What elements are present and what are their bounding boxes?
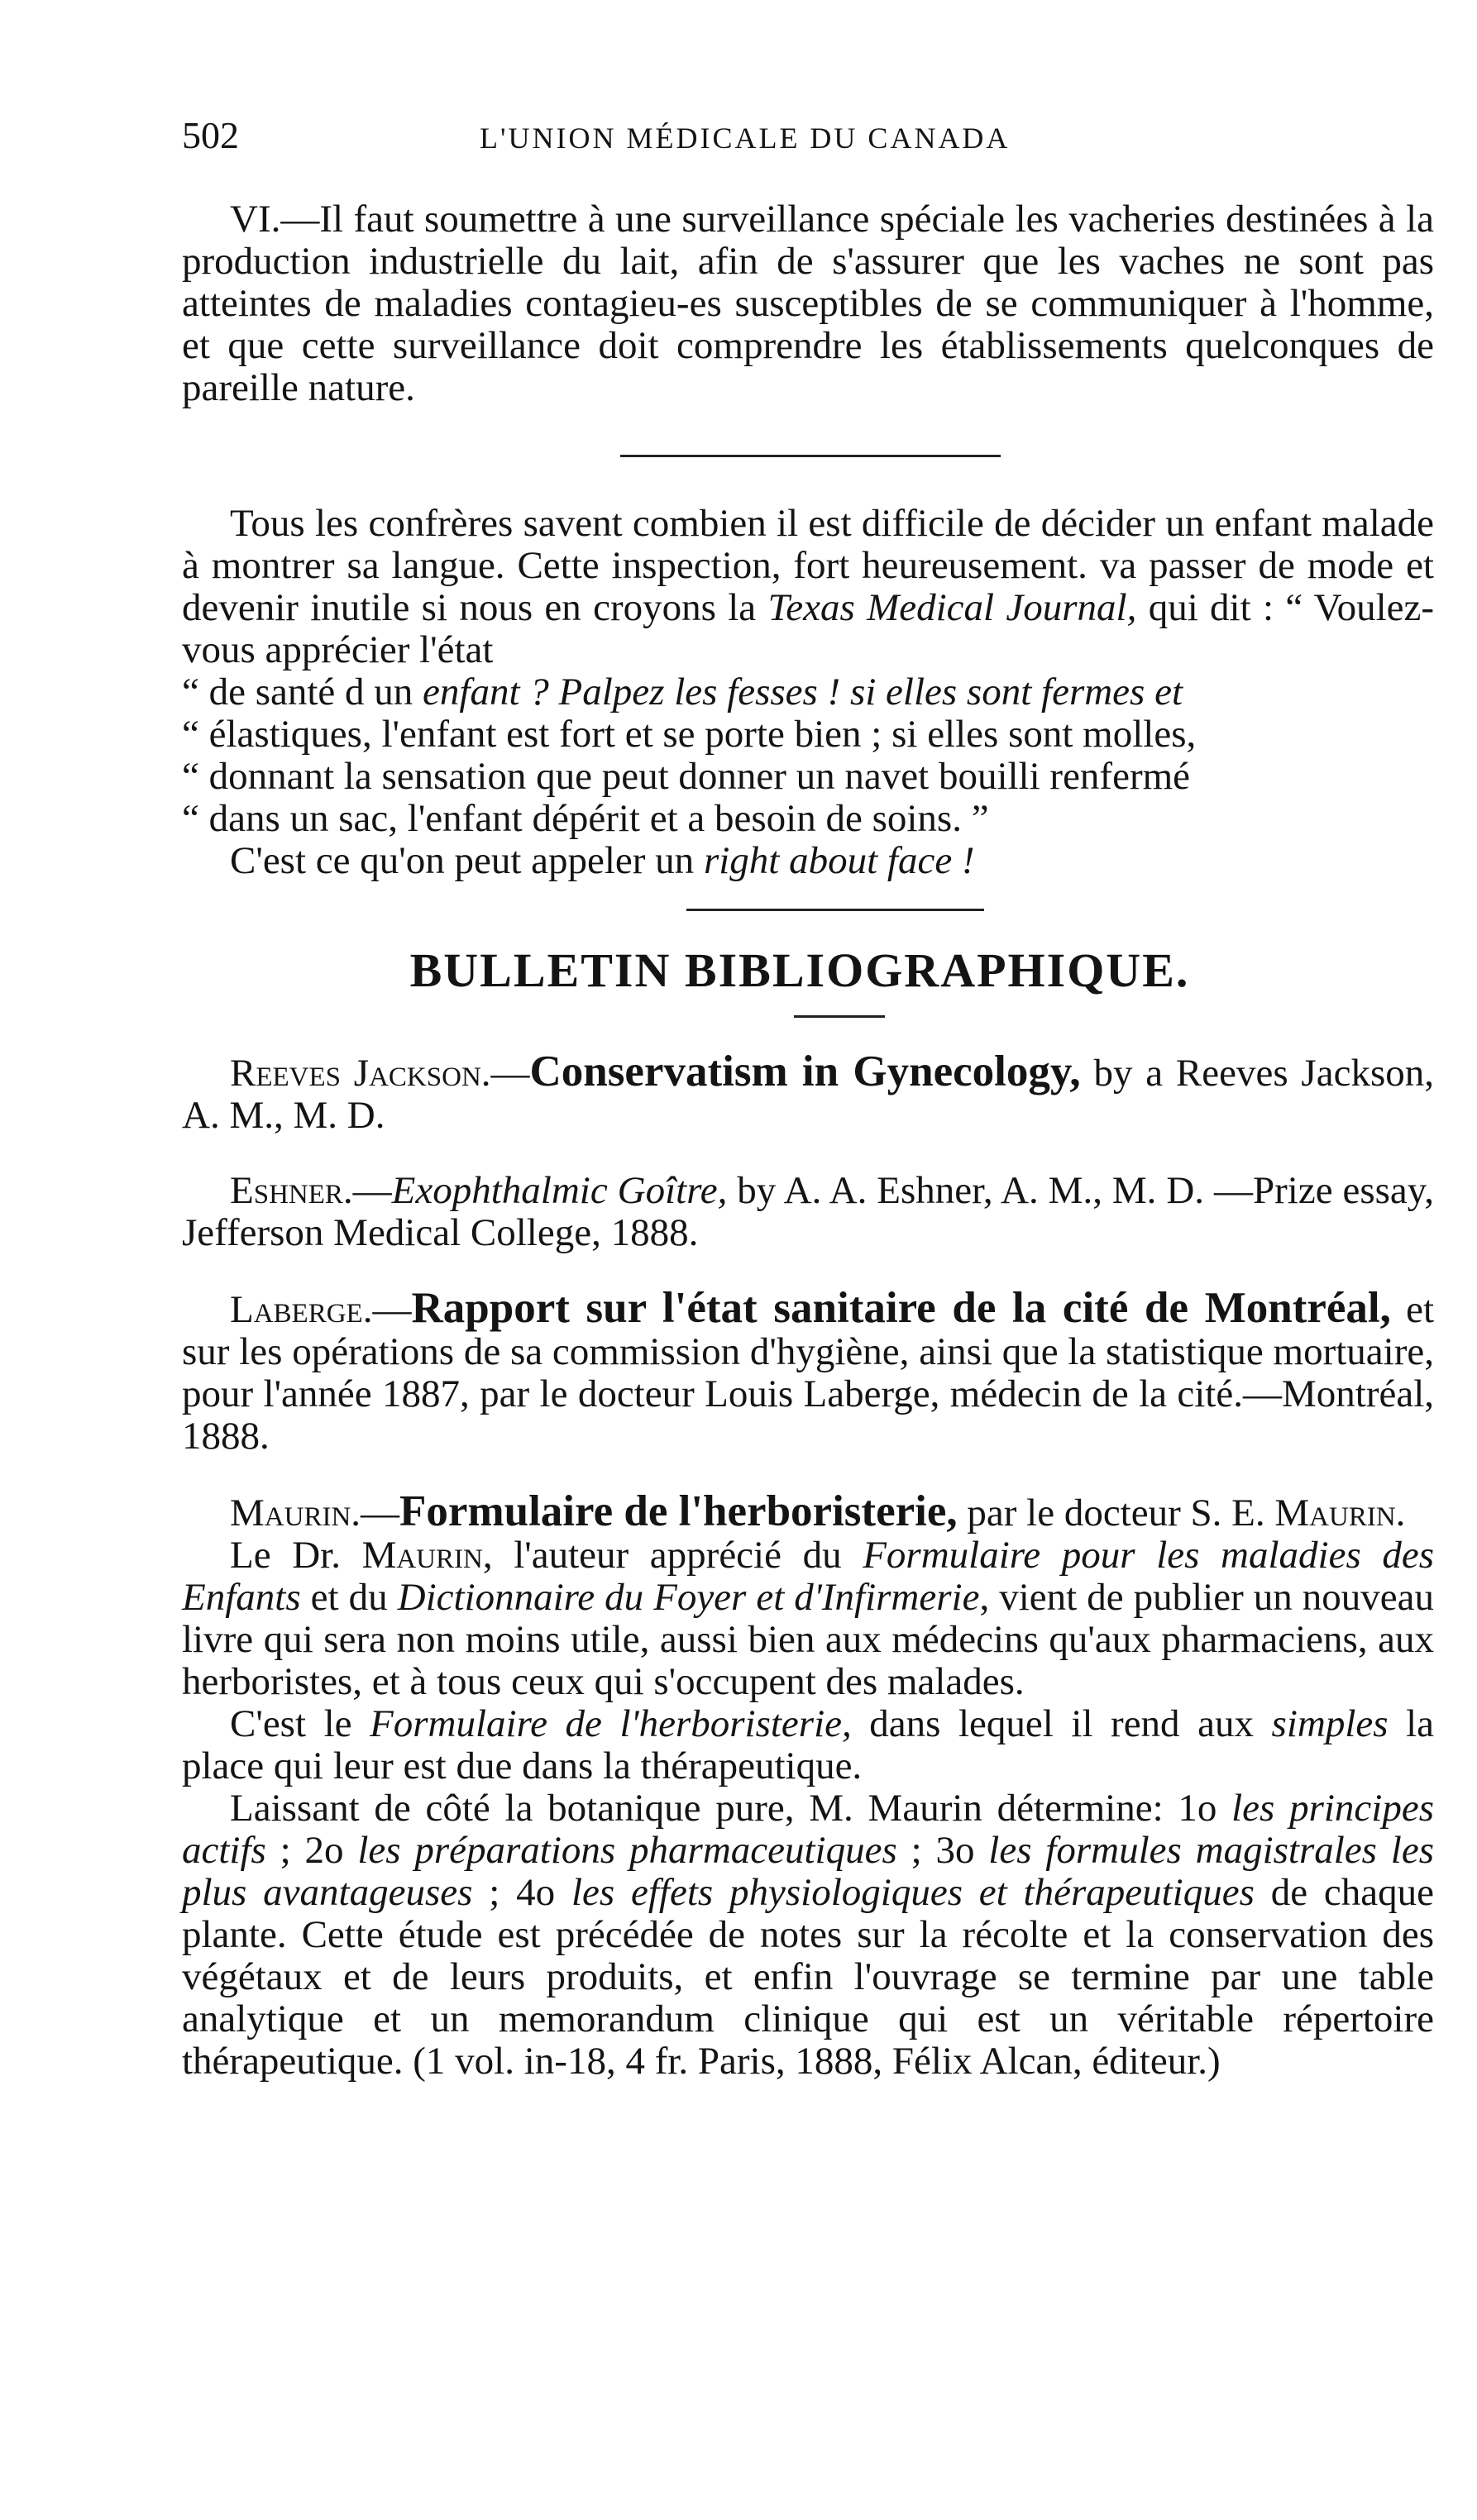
maurin-paragraph-2	[182, 1703, 1434, 1787]
text-run: C'est le	[230, 1702, 370, 1745]
entry-details: by A. A. Eshner, A. M., M. D. —Prize essay, Jefferson Medical College, 1888.	[182, 1169, 1434, 1254]
note-paragraph	[182, 503, 1434, 671]
text-run: Laissant de côté la botanique pure, M. Maurin détermine: 1o	[230, 1787, 1232, 1830]
book-title: Dictionnaire du Foyer et d'Infirmerie	[397, 1576, 980, 1619]
entry-author-end: Maurin.	[1274, 1491, 1406, 1534]
note-block	[182, 503, 1434, 882]
emphasis: les effets physiologiques et thérapeutiques	[571, 1871, 1255, 1914]
text-run: , vient de publier un nouveau livre qui sera non moins utile, aussi bien aux médecins qu'aux pharmaciens, aux herboristes, et à tous ceux qui s'occupent des malades.	[182, 1576, 1434, 1703]
note-closing-phrase: right about face !	[703, 839, 975, 882]
text-run: dans lequel il rend aux	[851, 1702, 1272, 1745]
entry-dash: —	[490, 1052, 530, 1095]
entry-details: par le docteur S. E.	[957, 1491, 1275, 1534]
book-title: Formulaire pour les maladies des Enfants	[182, 1534, 1434, 1619]
note-closing-text: C'est ce qu'on peut appeler un	[230, 839, 704, 882]
entry-title: Formulaire de l'herboristerie,	[399, 1487, 958, 1535]
entry-title: Exophthalmic Goître,	[391, 1169, 728, 1212]
entry-dash: —	[352, 1169, 392, 1212]
entry-author: Reeves Jackson.	[230, 1052, 491, 1095]
text-run: Le Dr.	[230, 1534, 362, 1577]
bulletin-title: BULLETIN BIBLIOGRAPHIQUE.	[409, 943, 1190, 997]
book-title: Formulaire de l'herboristerie,	[370, 1702, 852, 1745]
article-vi-paragraph: VI.—Il faut soumettre à une surveillance spéciale les vacheries destinées à la production industrielle du lait, afin de s'assurer que les vaches ne sont pas atteintes de maladies contagieu-es susceptibles de se communiquer à l'homme, et que cette surveillance doit comprendre les établissements quelconques de pareille nature.	[182, 198, 1434, 409]
text-run: ; 4o	[472, 1871, 571, 1914]
running-title: L'UNION MÉDICALE DU CANADA	[480, 122, 1011, 155]
entry-title: Rapport sur l'état sanitaire de la cité de Montréal,	[411, 1284, 1391, 1332]
entry-dash: —	[372, 1288, 412, 1331]
emphasis: simples	[1271, 1702, 1389, 1745]
bib-entry-laberge	[182, 1284, 1435, 1458]
entry-author: Eshner.	[230, 1169, 353, 1212]
text-run: ; 2o	[265, 1829, 358, 1872]
quote-line-2: “ élastiques, l'enfant est fort et se porte bien ; si elles sont molles,	[182, 713, 1197, 756]
note-said: qui dit : “ Voulez-vous apprécier l'état	[182, 586, 1435, 671]
quote-line-4: “ dans un sac, l'enfant dépérit et a besoin de soins. ”	[182, 797, 989, 840]
bib-entry-jackson	[182, 1048, 1434, 1137]
entry-details: by a Reeves Jackson, A. M., M. D.	[182, 1052, 1434, 1137]
page-header	[182, 114, 1434, 164]
section-divider	[620, 455, 1001, 457]
entry-dash: —	[361, 1491, 400, 1534]
entry-author: Maurin.	[230, 1491, 361, 1534]
emphasis: les principes actifs	[182, 1787, 1434, 1872]
note-closing	[182, 840, 1434, 882]
text-run: et du	[300, 1576, 398, 1619]
quote-line-1-end: enfant ? Palpez les fesses ! si elles sont fermes et	[423, 671, 1183, 714]
journal-name: Texas Medical Journal,	[767, 586, 1137, 629]
page-number: 502	[182, 114, 239, 156]
author-name: Maurin	[361, 1534, 483, 1577]
maurin-paragraph-1	[182, 1534, 1434, 1703]
text-run: la place qui leur est due dans la thérapeutique.	[182, 1702, 1434, 1787]
quote-line-3: “ donnant la sensation que peut donner un navet bouilli renfermé	[182, 755, 1191, 798]
entry-title: Conservatism in Gynecology,	[529, 1048, 1081, 1095]
text-run: ; 3o	[896, 1829, 989, 1872]
text-run: , l'auteur apprécié du	[482, 1534, 863, 1577]
title-underline	[794, 1015, 885, 1018]
maurin-paragraph-3	[182, 1787, 1434, 2083]
entry-author: Laberge.	[230, 1288, 373, 1331]
quote-line	[182, 671, 1434, 714]
emphasis: les préparations pharmaceutiques	[357, 1829, 897, 1872]
bib-entry-maurin	[182, 1487, 1434, 1535]
bib-entry-eshner	[182, 1170, 1434, 1254]
entry-details: et sur les opérations de sa commission d'hygiène, ainsi que la statistique mortuaire, pour l'année 1887, par le docteur Louis Laberge, médecin de la cité.—Montréal, 1888.	[182, 1288, 1435, 1458]
note-intro: Tous les confrères savent combien il est difficile de décider un enfant malade à montrer sa langue. Cette inspection, fort heureusement. va passer de mode et devenir inutile si nous en croyons la	[182, 502, 1434, 629]
quote-line-1-start: “ de santé d un	[182, 671, 423, 714]
emphasis: les formules magistrales les plus avantageuses	[182, 1829, 1434, 1914]
section-divider-2	[686, 909, 984, 911]
text-run: de chaque plante. Cette étude est précédée de notes sur la récolte et la conservation des végétaux et de leurs produits, et enfin l'ouvrage se termine par une table analytique et un memorandum clinique qui est un véritable répertoire thérapeutique. (1 vol. in-18, 4 fr. Paris, 1888, Félix Alcan, éditeur.)	[182, 1871, 1434, 2083]
